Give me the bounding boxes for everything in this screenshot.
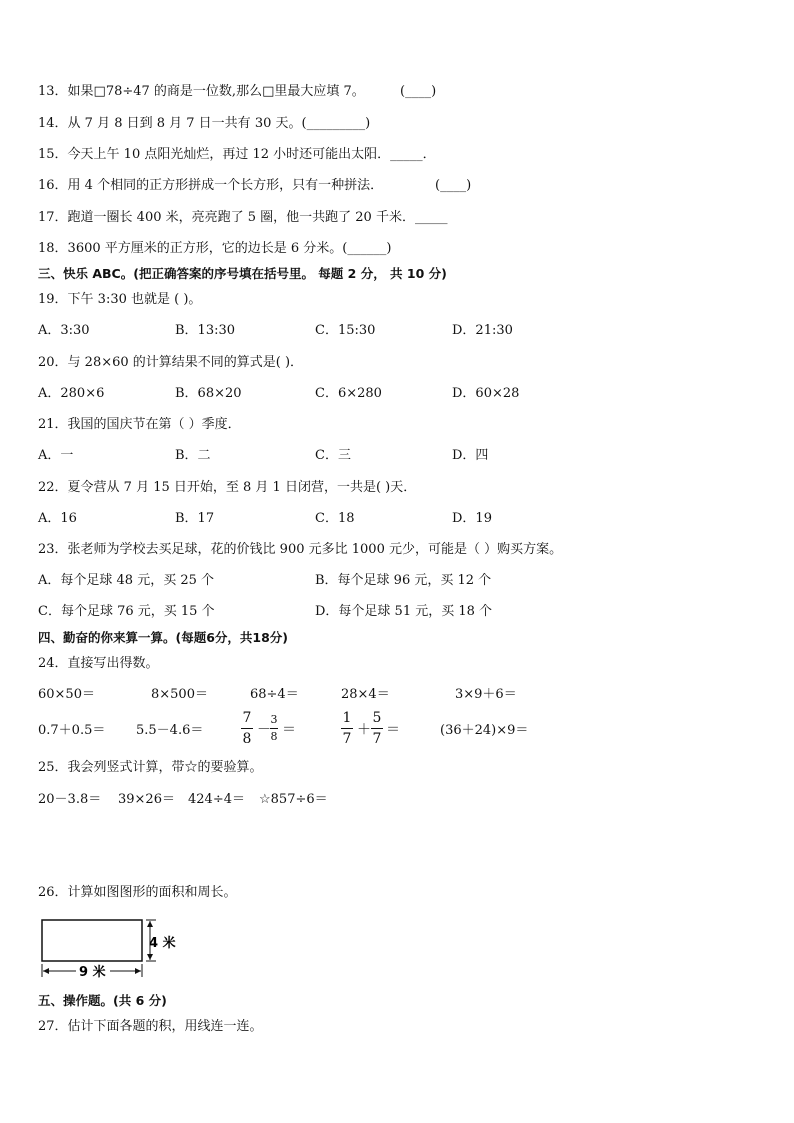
q22-option-c: C．18 [315, 511, 355, 526]
calc-item: 8×500＝ [151, 687, 208, 702]
arrow-down-icon [147, 954, 153, 960]
q19-option-d: D．21:30 [452, 323, 513, 338]
calc-item: 424÷4＝ [188, 792, 245, 807]
denominator: 7 [342, 731, 352, 747]
height-label: 4 米 [149, 936, 176, 951]
answer-blank: (____) [435, 178, 472, 193]
q23-option-d: D．每个足球 51 元，买 18 个 [315, 604, 493, 619]
q23-option-a: A．每个足球 48 元，买 25 个 [38, 573, 215, 588]
question-15 [38, 146, 436, 164]
minus-sign: － [257, 722, 271, 738]
answer-blank: _____． [390, 147, 436, 162]
q20-option-a: A．280×6 [38, 386, 105, 401]
q20-option-c: C．6×280 [315, 386, 382, 401]
q21-option-a: A．一 [38, 448, 74, 463]
answer-blank: (_________) [301, 116, 371, 131]
calc-item: 5.5－4.6＝ [136, 723, 204, 738]
calc-item: 3×9＋6＝ [455, 687, 517, 702]
question-23: 23．张老师为学校去买足球，花的价钱比 900 元多比 1000 元少，可能是（ ）购买方案。 [38, 542, 563, 557]
question-20: 20．与 28×60 的计算结果不同的算式是( )． [38, 355, 304, 370]
fraction-1-7 [341, 710, 353, 747]
question-text: 18．3600 平方厘米的正方形，它的边长是 6 分米。 [38, 241, 343, 256]
denominator: 8 [242, 731, 252, 747]
q21-option-b: B．二 [175, 448, 211, 463]
section-3-title: 三、快乐 ABC。(把正确答案的序号填在括号里。 每题 2 分， 共 10 分) [38, 266, 447, 281]
question-27: 27．估计下面各题的积，用线连一连。 [38, 1019, 263, 1034]
fraction-bar [341, 728, 353, 729]
fraction-bar [270, 728, 278, 729]
q20-option-d: D．60×28 [452, 386, 520, 401]
question-text: 17．跑道一圈长 400 米，亮亮跑了 5 圈，他一共跑了 20 千米． [38, 210, 415, 225]
q19-option-b: B．13:30 [175, 323, 236, 338]
q20-option-b: B．68×20 [175, 386, 242, 401]
q23-option-b: B．每个足球 96 元，买 12 个 [315, 573, 492, 588]
question-14 [38, 115, 370, 133]
arrow-up-icon [147, 921, 153, 927]
equals-sign: ＝ [386, 722, 400, 738]
numerator: 3 [270, 713, 278, 726]
question-16 [38, 177, 472, 195]
q22-option-a: A．16 [38, 511, 77, 526]
calc-item: 0.7＋0.5＝ [38, 723, 106, 738]
calc-item: 28×4＝ [341, 687, 390, 702]
question-25: 25．我会列竖式计算，带☆的要验算。 [38, 760, 263, 775]
question-19: 19．下午 3:30 也就是 ( )。 [38, 292, 202, 307]
denominator: 8 [270, 730, 278, 743]
fraction-5-7 [371, 710, 383, 747]
answer-blank: _____ [414, 210, 448, 225]
fraction-7-8 [241, 710, 253, 747]
question-text: 13．如果□78÷47 的商是一位数,那么□里最大应填 7。 [38, 84, 365, 99]
calc-item: 68÷4＝ [250, 687, 299, 702]
calc-item: 20－3.8＝ [38, 792, 102, 807]
arrow-left-icon [43, 968, 49, 974]
calc-item: ☆857÷6＝ [259, 792, 328, 807]
question-18 [38, 240, 391, 258]
denominator: 7 [372, 731, 382, 747]
question-text: 15．今天上午 10 点阳光灿烂，再过 12 小时还可能出太阳． [38, 147, 391, 162]
plus-sign: ＋ [357, 722, 371, 738]
rectangle-shape [42, 920, 142, 961]
fraction-bar [371, 728, 383, 729]
q19-option-a: A．3:30 [38, 323, 90, 338]
question-21: 21．我国的国庆节在第（ ）季度． [38, 417, 241, 432]
rectangle-figure [36, 915, 176, 985]
q21-option-d: D．四 [452, 448, 489, 463]
fraction-3-8 [270, 714, 278, 743]
q22-option-b: B．17 [175, 511, 215, 526]
answer-blank: (______) [342, 241, 392, 256]
question-13 [38, 83, 437, 101]
numerator: 7 [242, 710, 252, 726]
question-26: 26．计算如图图形的面积和周长。 [38, 885, 237, 900]
section-4-title: 四、勤奋的你来算一算。(每题6分，共18分) [38, 630, 289, 645]
q23-option-c: C．每个足球 76 元，买 15 个 [38, 604, 215, 619]
q19-option-c: C．15:30 [315, 323, 376, 338]
fraction-bar [241, 728, 253, 729]
equals-sign: ＝ [282, 722, 296, 738]
numerator: 5 [372, 710, 382, 726]
calc-item: (36＋24)×9＝ [440, 723, 529, 738]
question-24: 24．直接写出得数。 [38, 656, 159, 671]
calc-item: 39×26＝ [118, 792, 175, 807]
answer-blank: (____) [400, 84, 437, 99]
calc-item: 60×50＝ [38, 687, 95, 702]
question-17 [38, 209, 447, 227]
question-text: 14．从 7 月 8 日到 8 月 7 日一共有 30 天。 [38, 116, 302, 131]
question-text: 16．用 4 个相同的正方形拼成一个长方形，只有一种拼法． [38, 178, 384, 193]
q21-option-c: C．三 [315, 448, 351, 463]
q22-option-d: D．19 [452, 511, 492, 526]
arrow-right-icon [135, 968, 141, 974]
section-5-title: 五、操作题。(共 6 分) [38, 993, 167, 1008]
question-22: 22．夏令营从 7 月 15 日开始，至 8 月 1 日闭营，一共是( )天． [38, 480, 417, 495]
width-label: 9 米 [79, 965, 106, 980]
numerator: 1 [342, 710, 352, 726]
